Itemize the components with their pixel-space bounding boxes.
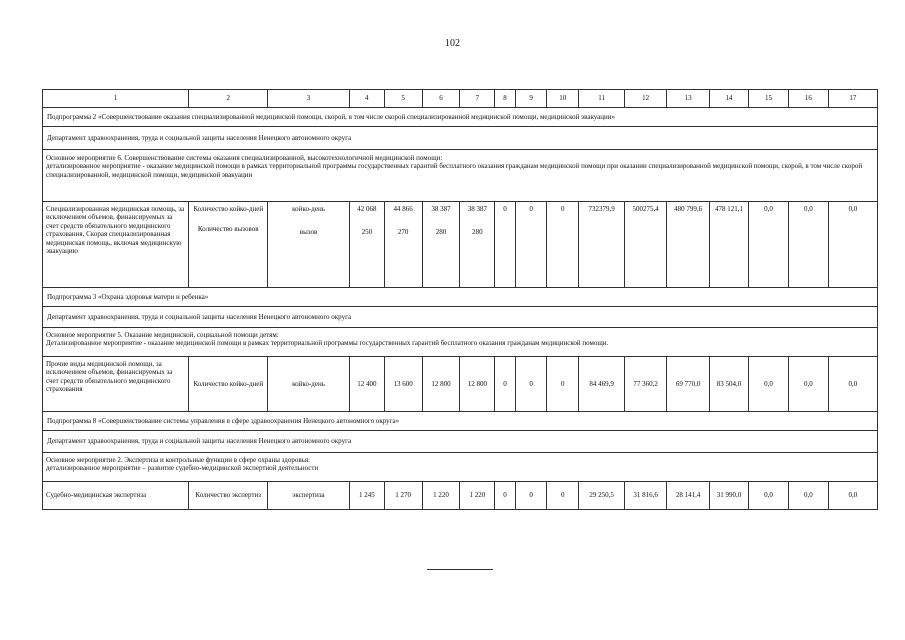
col-header: 4 bbox=[349, 90, 384, 108]
subprogram-2-title: Подпрограмма 2 «Совершенствование оказания специализированной медицинской помощи, скорой, в том числе скорой специализированной медицинской помощи, медицинской эвакуации» bbox=[43, 108, 878, 127]
value-cell: 0,0 bbox=[788, 202, 828, 288]
activity-6 bbox=[43, 150, 878, 202]
indicator-cell bbox=[189, 202, 268, 288]
value-cell: 12 400 bbox=[349, 357, 384, 412]
value-cell: 0 bbox=[495, 357, 515, 412]
value-cell: 31 816,6 bbox=[625, 482, 667, 510]
value-b: 250 bbox=[361, 228, 373, 237]
department-row bbox=[43, 431, 878, 453]
activity-6-detail: детализированное мероприятие - оказание медицинской помощи в рамках территориальной программы государственных гарантий бесплатного оказания гражданам медицинской помощи при оказании специализированной медицинской помощи, скорой, в том числе скорой специализированной, медицинской помощи, медицинской эвакуации bbox=[46, 162, 863, 179]
col-header: 17 bbox=[828, 90, 877, 108]
value-cell: 1 270 bbox=[384, 482, 422, 510]
value-cell: 12 800 bbox=[422, 357, 460, 412]
activity-row bbox=[43, 150, 878, 202]
unit-cell: койко-день bbox=[268, 357, 350, 412]
value-cell: 13 600 bbox=[384, 357, 422, 412]
value-cell: 0,0 bbox=[788, 482, 828, 510]
indicator-b: Количество вызовов bbox=[197, 225, 259, 234]
value-cell: 31 990,0 bbox=[710, 482, 749, 510]
row-name: Прочие виды медицинской помощи, за исключением объемов, финансируемых за счет средств обязательного медицинского страхования bbox=[43, 357, 189, 412]
col-header: 10 bbox=[547, 90, 579, 108]
activity-6-title: Основное мероприятие 6. Совершенствование системы оказания специализированной, высокотехнологичной медицинской помощи: bbox=[46, 154, 443, 162]
value-b: 270 bbox=[397, 228, 409, 237]
table-row bbox=[43, 357, 878, 412]
row-name: Судебно-медицинская экспертиза bbox=[43, 482, 189, 510]
value-cell: 28 141,4 bbox=[667, 482, 710, 510]
value-b: 280 bbox=[472, 228, 483, 237]
col-header: 13 bbox=[667, 90, 710, 108]
activity-2 bbox=[43, 453, 878, 482]
value-cell: 1 245 bbox=[349, 482, 384, 510]
value-cell: 0 bbox=[515, 202, 547, 288]
activity-5-detail: Детализированное мероприятие - оказание медицинской помощи в рамках территориальной программы государственных гарантий бесплатного оказания гражданам медицинской помощи. bbox=[46, 339, 609, 348]
activity-2-detail: детализированное мероприятие – развитие судебно-медицинской экспертной деятельности bbox=[46, 464, 319, 473]
table-row bbox=[43, 482, 878, 510]
value-cell: 0 bbox=[515, 357, 547, 412]
value-cell: 0,0 bbox=[828, 482, 877, 510]
subprogram-row bbox=[43, 288, 878, 307]
value-cell: 0 bbox=[495, 482, 515, 510]
footer-divider bbox=[427, 569, 493, 570]
department-row bbox=[43, 307, 878, 328]
value-b: 280 bbox=[435, 228, 447, 237]
value-a: 42 068 bbox=[357, 205, 377, 213]
col-header: 8 bbox=[495, 90, 515, 108]
value-cell: 0,0 bbox=[828, 202, 877, 288]
value-cell: 0 bbox=[515, 482, 547, 510]
value-a: 38 387 bbox=[431, 205, 451, 213]
value-cell bbox=[384, 202, 422, 288]
value-cell: 77 360,2 bbox=[625, 357, 667, 412]
col-header: 6 bbox=[422, 90, 460, 108]
value-cell: 0 bbox=[495, 202, 515, 288]
value-a: 44 866 bbox=[393, 205, 413, 213]
col-header: 3 bbox=[268, 90, 350, 108]
value-cell: 1 220 bbox=[460, 482, 495, 510]
indicator-cell: Количество экспертиз bbox=[189, 482, 268, 510]
indicator-cell: Количество койко-дней bbox=[189, 357, 268, 412]
activity-2-title: Основное мероприятие 2. Экспертиза и контрольные функции в сфере охраны здоровья: bbox=[46, 456, 311, 464]
value-a: 38 387 bbox=[467, 205, 487, 213]
value-cell: 83 504,0 bbox=[710, 357, 749, 412]
col-header: 7 bbox=[460, 90, 495, 108]
value-cell bbox=[422, 202, 460, 288]
value-cell: 0 bbox=[547, 482, 579, 510]
subprogram-row bbox=[43, 108, 878, 127]
row-name: Специализированная медицинская помощь, за исключением объемов, финансируемых за счет средств обязательного медицинского страхования, Скорая специализированная медицинская помощь, включая медицинскую эвакуацию bbox=[43, 202, 189, 288]
value-cell: 732379,9 bbox=[579, 202, 625, 288]
program-table bbox=[42, 89, 878, 510]
unit-a: койко-день bbox=[292, 205, 325, 213]
table-row bbox=[43, 202, 878, 288]
activity-row bbox=[43, 328, 878, 357]
value-cell: 0,0 bbox=[748, 202, 788, 288]
subprogram-8-title: Подпрограмма 8 «Совершенствование системы управления в сфере здравоохранения Ненецкого автономного округа» bbox=[43, 412, 878, 431]
value-cell: 12 800 bbox=[460, 357, 495, 412]
unit-cell bbox=[268, 202, 350, 288]
col-header: 9 bbox=[515, 90, 547, 108]
page-number: 102 bbox=[445, 38, 460, 49]
department-title: Департамент здравоохранения, труда и социальной защиты населения Ненецкого автономного округа bbox=[43, 307, 878, 328]
value-cell: 500275,4 bbox=[625, 202, 667, 288]
value-cell: 0 bbox=[547, 357, 579, 412]
value-cell bbox=[460, 202, 495, 288]
activity-5-title: Основное мероприятие 5. Оказание медицинской, социальной помощи детям: bbox=[46, 331, 279, 339]
col-header: 11 bbox=[579, 90, 625, 108]
value-cell: 29 250,5 bbox=[579, 482, 625, 510]
value-cell: 84 469,9 bbox=[579, 357, 625, 412]
unit-b: вызов bbox=[299, 228, 318, 237]
subprogram-3-title: Подпрограмма 3 «Охрана здоровья матери и ребенка» bbox=[43, 288, 878, 307]
col-header: 14 bbox=[710, 90, 749, 108]
value-cell bbox=[349, 202, 384, 288]
value-cell: 0 bbox=[547, 202, 579, 288]
value-cell: 0,0 bbox=[828, 357, 877, 412]
col-header: 2 bbox=[189, 90, 268, 108]
unit-cell: экспертиза bbox=[268, 482, 350, 510]
value-cell: 69 770,0 bbox=[667, 357, 710, 412]
col-header: 12 bbox=[625, 90, 667, 108]
col-header: 1 bbox=[43, 90, 189, 108]
value-cell: 0,0 bbox=[748, 482, 788, 510]
value-cell: 478 121,1 bbox=[710, 202, 749, 288]
value-cell: 480 799,6 bbox=[667, 202, 710, 288]
department-title: Департамент здравоохранения, труда и социальной защиты населения Ненецкого автономного округа bbox=[43, 127, 878, 150]
department-row bbox=[43, 127, 878, 150]
department-title: Департамент здравоохранения, труда и социальной защиты населения Ненецкого автономного округа bbox=[43, 431, 878, 453]
indicator-a: Количество койко-дней bbox=[193, 205, 264, 213]
value-cell: 1 220 bbox=[422, 482, 460, 510]
subprogram-row bbox=[43, 412, 878, 431]
activity-row bbox=[43, 453, 878, 482]
col-header: 16 bbox=[788, 90, 828, 108]
activity-5 bbox=[43, 328, 878, 357]
col-header: 5 bbox=[384, 90, 422, 108]
column-numbers-row bbox=[43, 90, 878, 108]
col-header: 15 bbox=[748, 90, 788, 108]
value-cell: 0,0 bbox=[748, 357, 788, 412]
value-cell: 0,0 bbox=[788, 357, 828, 412]
